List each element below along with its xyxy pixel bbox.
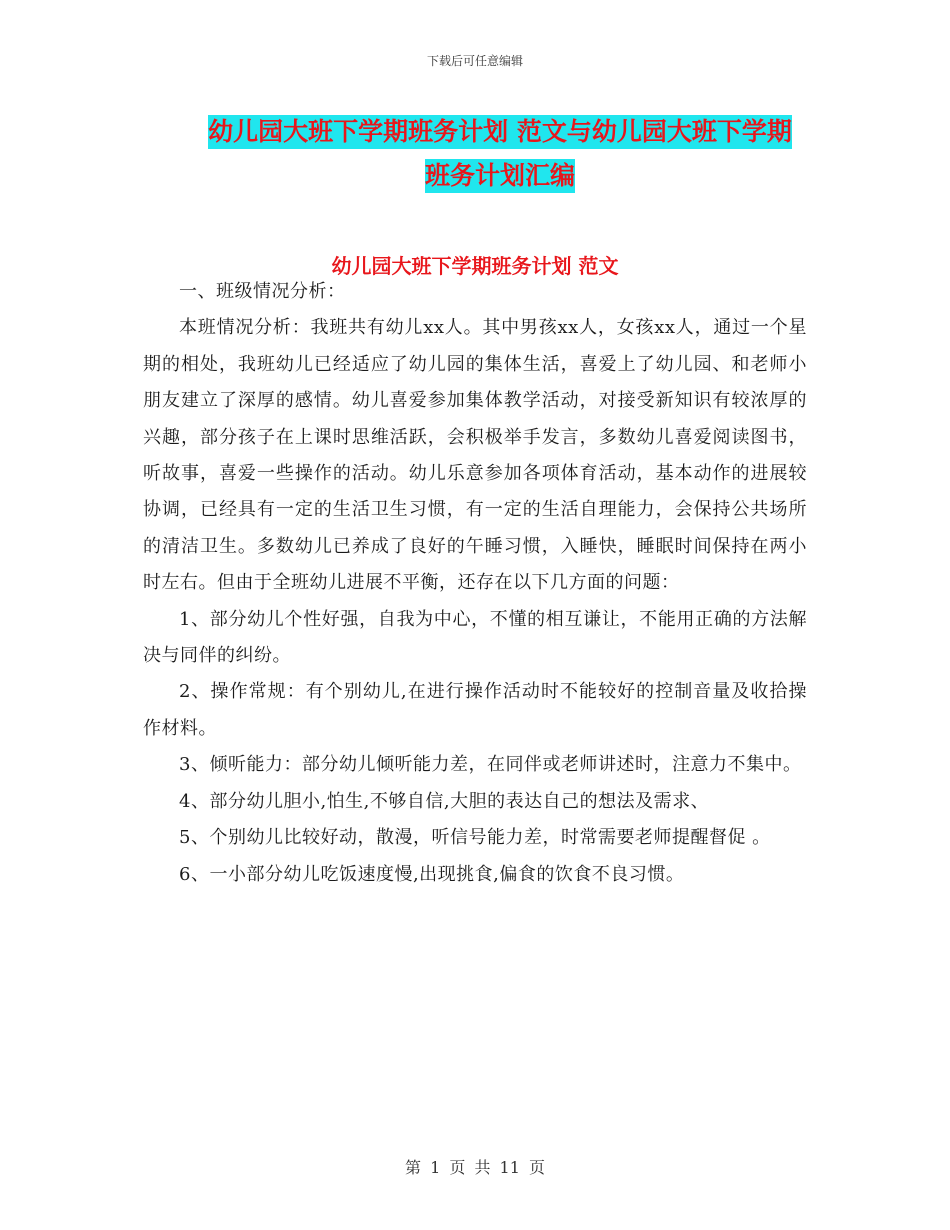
list-item: 4、部分幼儿胆小,怕生,不够自信,大胆的表达自己的想法及需求、 [179, 790, 710, 812]
list-item: 6、一小部分幼儿吃饭速度慢,出现挑食,偏食的饮食不良习惯。 [179, 863, 685, 885]
list-item: 2、操作常规：有个别幼儿,在进行操作活动时不能较好的控制音量及收拾操作材料。 [143, 681, 807, 739]
paragraph-heading: 一、班级情况分析： [179, 281, 346, 302]
paragraph: 本班情况分析：我班共有幼儿xx人。其中男孩xx人，女孩xx人，通过一个星期的相处，我班幼儿已经适应了幼儿园的集体生活，喜爱上了幼儿园、和老师小朋友建立了深厚的感情。幼儿喜爱参加集体教学活动，对接受新知识有较浓厚的兴趣，部分孩子在上课时思维活跃，会积极举手发言，多数幼儿喜爱阅读图书，听故事，喜爱一些操作的活动。幼儿乐意参加各项体育活动，基本动作的进展较协调，已经具有一定的生活卫生习惯，有一定的生活自理能力，会保持公共场所的清洁卫生。多数幼儿已养成了良好的午睡习惯，入睡快，睡眠时间保持在两小时左右。但由于全班幼儿进展不平衡，还存在以下几方面的问题： [143, 317, 807, 594]
page-footer: 第 1 页 共 11 页 [405, 1158, 545, 1177]
document-title-line-2: 班务计划汇编 [425, 159, 575, 193]
header-note: 下载后可任意编辑 [426, 54, 523, 68]
list-item: 1、部分幼儿个性好强，自我为中心，不懂的相互谦让，不能用正确的方法解决与同伴的纠纷。 [143, 608, 807, 667]
document-title-line-1: 幼儿园大班下学期班务计划 范文与幼儿园大班下学期 [208, 115, 792, 149]
document-body [143, 274, 807, 893]
list-item: 5、个别幼儿比较好动，散漫，听信号能力差，时常需要老师提醒督促 。 [179, 827, 771, 849]
section-title: 幼儿园大班下学期班务计划 范文 [331, 254, 619, 278]
document-title [120, 110, 880, 198]
list-item: 3、倾听能力：部分幼儿倾听能力差，在同伴或老师讲述时，注意力不集中。 [179, 754, 802, 776]
